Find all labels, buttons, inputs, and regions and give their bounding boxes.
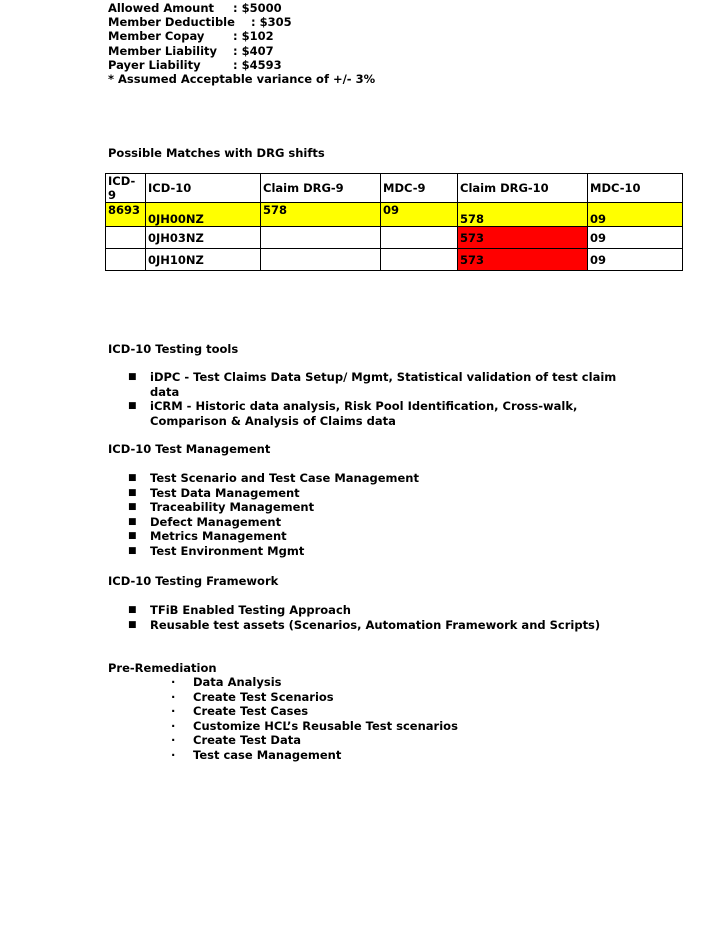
summary-value: : $5000 <box>233 1 282 15</box>
list-item: ■ TFiB Enabled Testing Approach <box>128 603 351 617</box>
table-cell: 0JH00NZ <box>146 203 261 227</box>
list-item: ■ Traceability Management <box>128 500 315 514</box>
table-cell: 0JH10NZ <box>146 249 261 271</box>
framework-list <box>108 603 668 632</box>
column-header: ICD-10 <box>146 174 261 203</box>
table-cell <box>106 227 146 249</box>
summary-line <box>108 44 274 58</box>
column-header: MDC-10 <box>588 174 683 203</box>
column-header: MDC-9 <box>381 174 458 203</box>
table-cell: 578 <box>458 203 588 227</box>
dot-bullet-icon: · <box>171 689 176 704</box>
square-bullet-icon: ■ <box>128 372 137 382</box>
list-item: · Data Analysis <box>171 675 282 689</box>
summary-value: : $4593 <box>233 58 282 72</box>
summary-line <box>108 15 292 29</box>
summary-label: Payer Liability <box>108 58 201 72</box>
management-list <box>108 471 668 558</box>
square-bullet-icon: ■ <box>128 516 137 527</box>
tools-heading: ICD-10 Testing tools <box>108 342 239 356</box>
summary-label: Member Liability <box>108 44 218 58</box>
pre-remediation-heading: Pre-Remediation <box>108 661 217 675</box>
summary-line <box>108 58 282 72</box>
list-item: ■ iDPC - Test Claims Data Setup/ Mgmt, Statistical validation of test claim data <box>128 370 617 399</box>
framework-heading: ICD-10 Testing Framework <box>108 574 279 588</box>
list-item: ■ Reusable test assets (Scenarios, Automation Framework and Scripts) <box>128 617 601 632</box>
dot-bullet-icon: · <box>171 704 176 718</box>
square-bullet-icon: ■ <box>128 401 137 411</box>
square-bullet-icon: ■ <box>128 487 137 498</box>
tools-list <box>108 370 628 428</box>
variance-note: * Assumed Acceptable variance of +/- 3% <box>108 72 376 86</box>
pre-remediation-list <box>108 675 458 762</box>
table-cell <box>261 227 381 249</box>
table-cell <box>106 249 146 271</box>
square-bullet-icon: ■ <box>128 473 137 483</box>
summary-label: Allowed Amount <box>108 1 214 15</box>
table-row <box>106 249 683 271</box>
summary-value: : $102 <box>233 29 274 43</box>
square-bullet-icon: ■ <box>128 502 137 512</box>
drg-heading: Possible Matches with DRG shifts <box>108 146 325 160</box>
table-cell <box>261 249 381 271</box>
dot-bullet-icon: · <box>171 675 176 689</box>
table-cell: 09 <box>588 203 683 227</box>
dot-bullet-icon: · <box>171 718 176 733</box>
table-cell: 573 <box>458 227 588 249</box>
list-item: ■ Defect Management <box>128 514 282 529</box>
list-item: ■ Test Data Management <box>128 485 300 500</box>
column-header: Claim DRG-9 <box>261 174 381 203</box>
summary-line <box>108 1 282 15</box>
square-bullet-icon: ■ <box>128 619 137 630</box>
summary-label: Member Deductible <box>108 15 235 29</box>
square-bullet-icon: ■ <box>128 545 137 556</box>
summary-value: : $407 <box>233 44 274 58</box>
table-row <box>106 203 683 227</box>
list-item: · Create Test Cases <box>171 704 309 718</box>
list-item: · Test case Management <box>171 747 342 762</box>
summary-value: : $305 <box>251 15 292 29</box>
table-cell: 578 <box>261 203 381 227</box>
list-item: ■ Metrics Management <box>128 529 287 543</box>
drg-table <box>105 173 683 271</box>
table-cell: 0JH03NZ <box>146 227 261 249</box>
table-cell: 09 <box>588 249 683 271</box>
management-heading: ICD-10 Test Management <box>108 442 271 456</box>
column-header: Claim DRG-10 <box>458 174 588 203</box>
table-cell <box>381 227 458 249</box>
square-bullet-icon: ■ <box>128 605 137 615</box>
column-header: ICD-9 <box>106 174 146 203</box>
dot-bullet-icon: · <box>171 733 176 747</box>
list-item: · Create Test Data <box>171 733 301 747</box>
list-item: · Customize HCL’s Reusable Test scenarios <box>171 718 458 733</box>
dot-bullet-icon: · <box>171 747 176 762</box>
summary-label: Member Copay <box>108 29 205 43</box>
table-cell: 573 <box>458 249 588 271</box>
table-cell <box>381 249 458 271</box>
square-bullet-icon: ■ <box>128 531 137 541</box>
table-cell: 09 <box>588 227 683 249</box>
summary-line <box>108 29 274 43</box>
list-item: · Create Test Scenarios <box>171 689 334 704</box>
list-item: ■ Test Scenario and Test Case Management <box>128 471 419 485</box>
table-header-row <box>106 174 683 203</box>
list-item: ■ Test Environment Mgmt <box>128 543 305 558</box>
table-cell: 8693 <box>106 203 146 227</box>
list-item: ■ iCRM - Historic data analysis, Risk Pool Identification, Cross-walk, Comparison & Analysis of Claims data <box>128 399 578 428</box>
table-cell: 09 <box>381 203 458 227</box>
table-row <box>106 227 683 249</box>
